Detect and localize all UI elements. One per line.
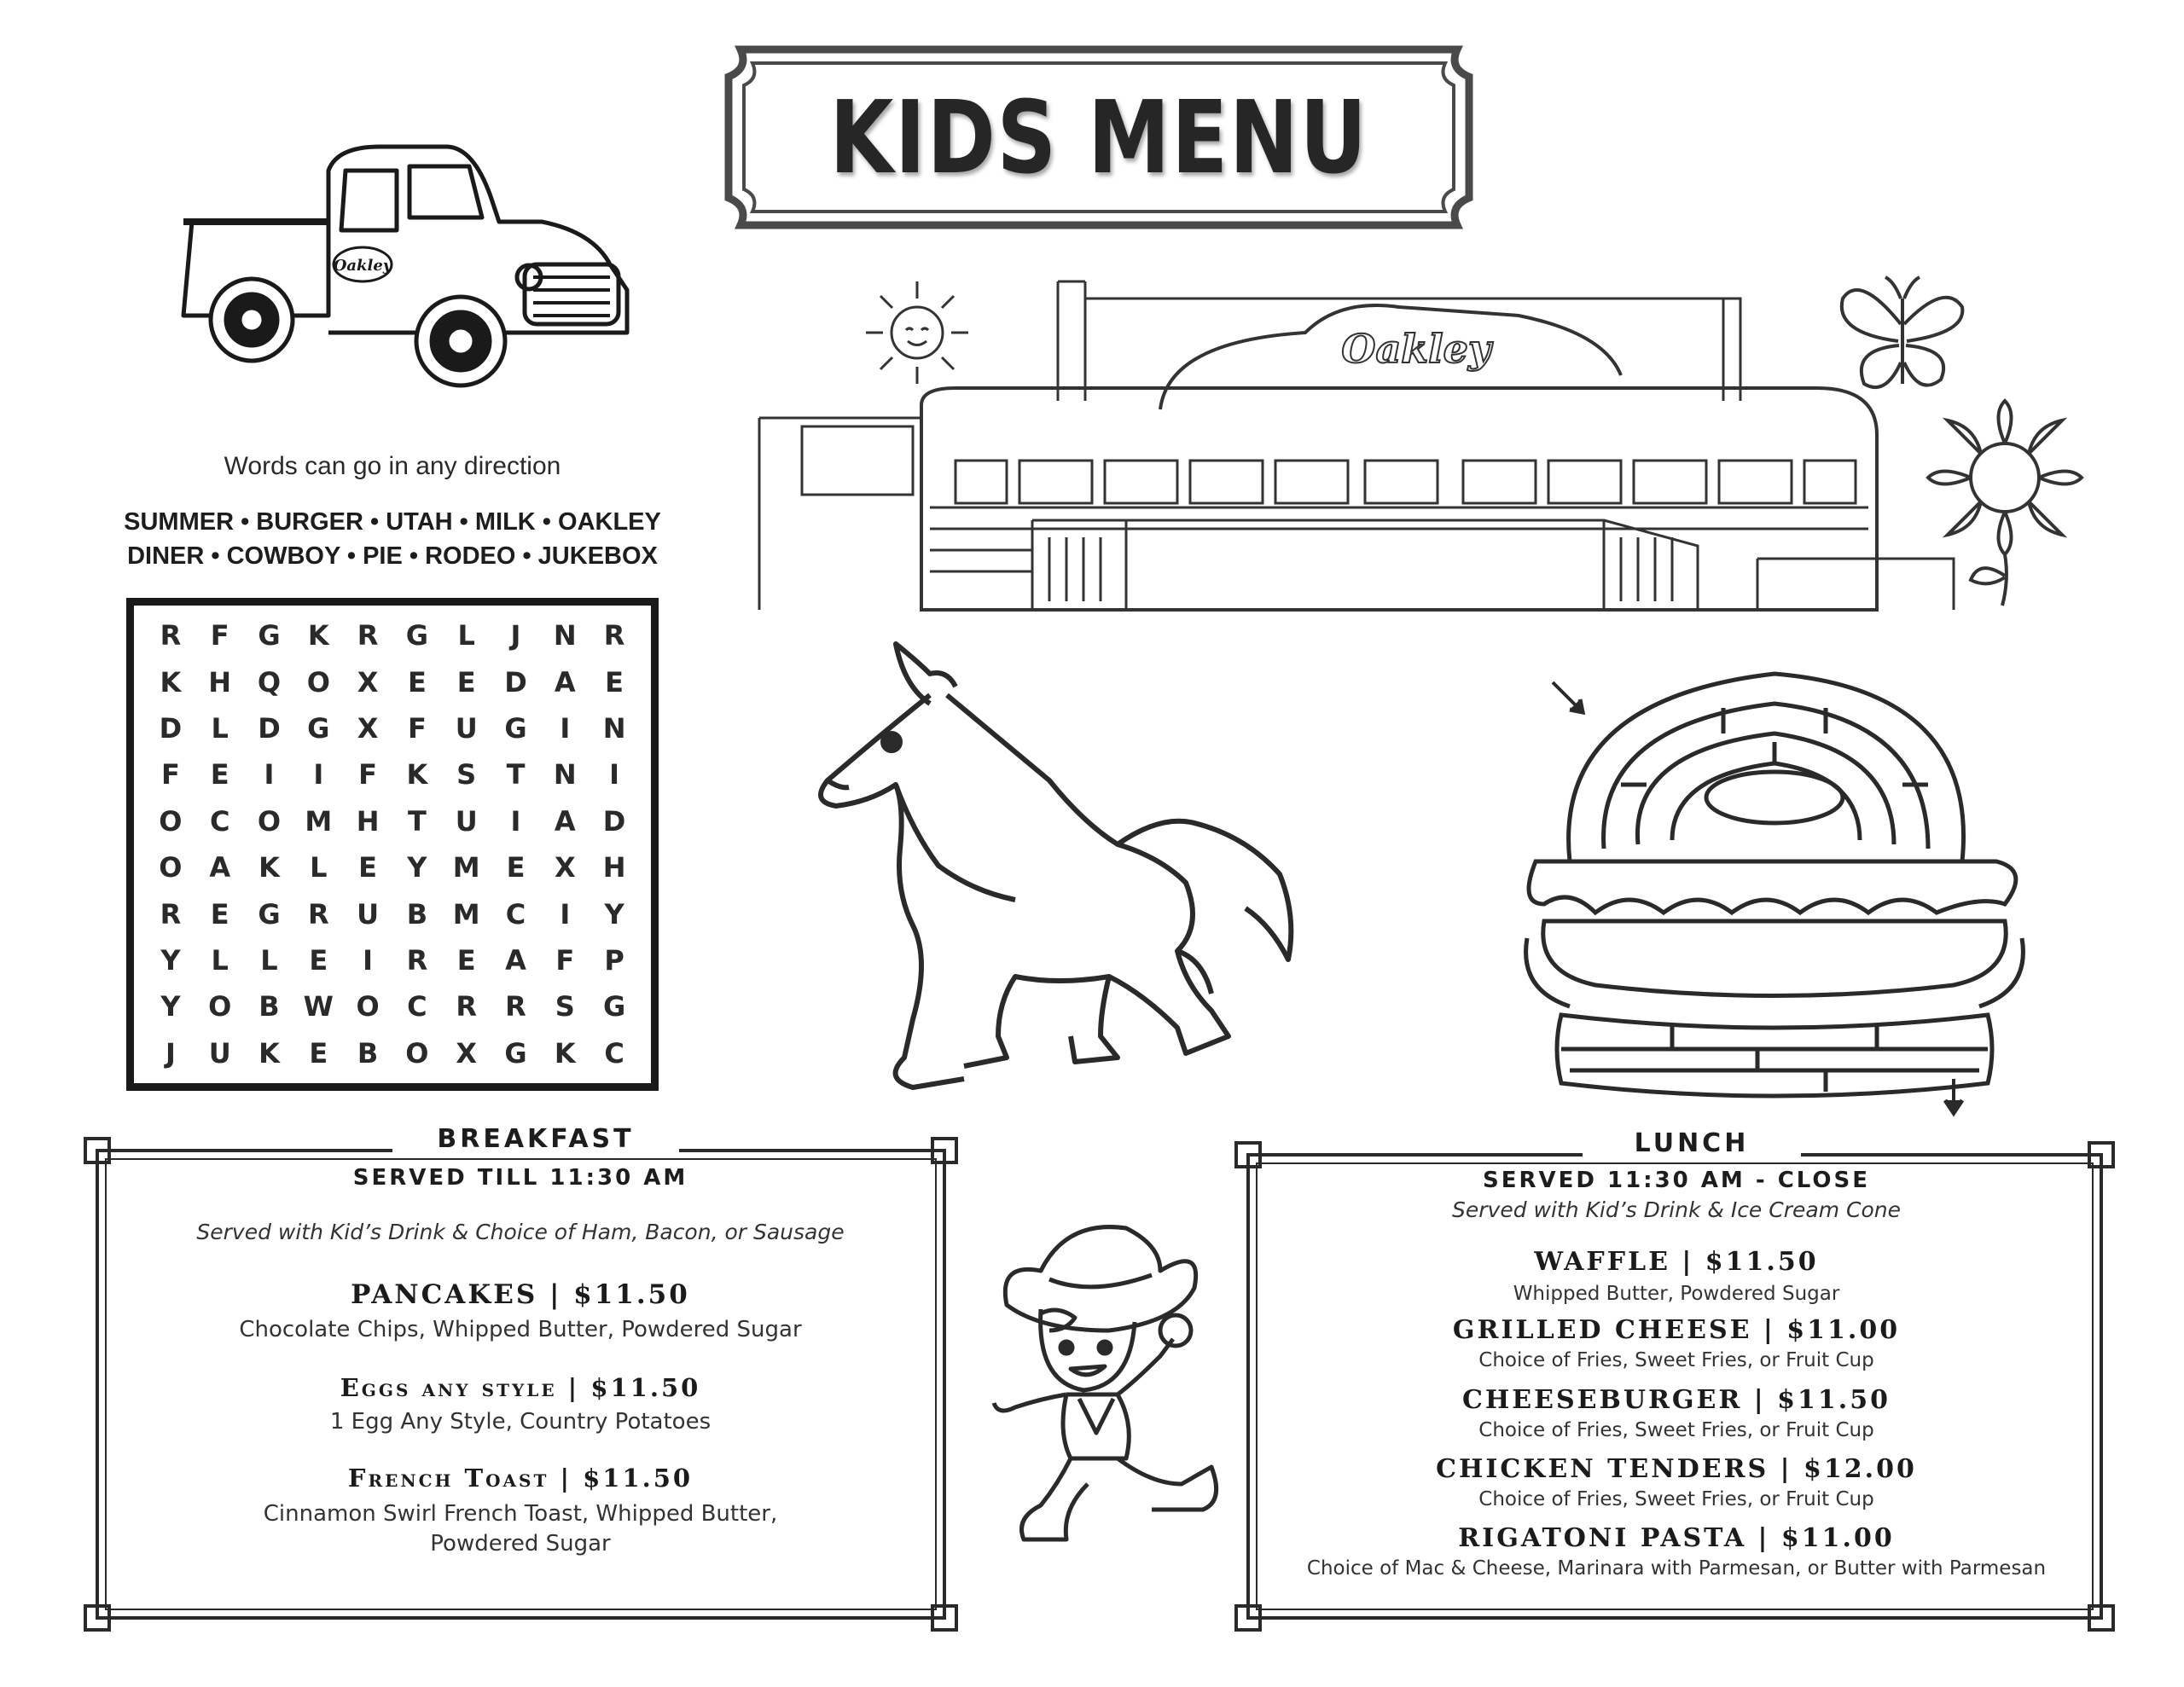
breakfast-note: Served with Kid’s Drink & Choice of Ham, Bacon, or Sausage <box>196 1220 845 1244</box>
word-search-letter: S <box>555 990 575 1023</box>
lunch-item-desc: Choice of Fries, Sweet Fries, or Fruit Cup <box>1478 1488 1874 1510</box>
truck-icon <box>166 136 644 392</box>
word-search-letter: G <box>504 711 527 745</box>
breakfast-item-name: French Toast | $11.50 <box>347 1464 694 1493</box>
lunch-item-desc: Choice of Fries, Sweet Fries, or Fruit Cup <box>1478 1419 1874 1441</box>
word-search-letter: D <box>602 804 626 838</box>
word-search-letter: S <box>456 758 477 791</box>
word-search-letter: R <box>603 619 625 652</box>
breakfast-item-desc: Cinnamon Swirl French Toast, Whipped Butter, <box>263 1501 778 1527</box>
word-search-letter: M <box>452 897 480 930</box>
word-search-letter: E <box>309 943 328 977</box>
word-search-letter: O <box>356 990 380 1023</box>
word-search-letter: K <box>160 665 182 699</box>
word-search-letter: N <box>553 758 577 791</box>
word-search-letter: D <box>504 665 527 699</box>
word-search-letter: X <box>456 1036 478 1070</box>
word-search-letter: F <box>407 711 427 745</box>
breakfast-item-name: PANCAKES | $11.50 <box>351 1279 690 1310</box>
word-search-letter: R <box>160 897 182 930</box>
word-search-letter: E <box>407 665 427 699</box>
word-search-letter: K <box>258 1036 280 1070</box>
word-search-letter: Y <box>160 990 181 1023</box>
word-list-line: DINER • COWBOY • PIE • RODEO • JUKEBOX <box>127 542 658 570</box>
word-search-letter: K <box>554 1036 576 1070</box>
word-search-letter: E <box>456 943 476 977</box>
word-search-letter: R <box>505 990 526 1023</box>
breakfast-heading: BREAKFAST <box>392 1124 679 1154</box>
word-search-letter: I <box>609 758 620 791</box>
word-search-letter: M <box>305 804 333 838</box>
word-search-letter: I <box>510 804 521 838</box>
word-search-letter: D <box>258 711 281 745</box>
word-search-letter: R <box>406 943 428 977</box>
page-title: KIDS MENU <box>829 78 1368 196</box>
word-search-letter: F <box>160 758 180 791</box>
word-search-letter: G <box>602 990 626 1023</box>
lunch-item-name: WAFFLE | $11.50 <box>1534 1247 1819 1277</box>
word-search-letter: H <box>602 851 626 884</box>
word-search-letter: E <box>605 665 624 699</box>
word-search-letter: E <box>358 851 378 884</box>
word-search-letter: L <box>211 943 229 977</box>
word-search-letter: X <box>554 851 576 884</box>
word-search-letter: O <box>208 990 232 1023</box>
word-search-letter: P <box>604 943 624 977</box>
lunch-item-name: CHICKEN TENDERS | $12.00 <box>1436 1454 1917 1484</box>
word-search-letter: L <box>310 851 328 884</box>
word-search-letter: E <box>309 1036 328 1070</box>
word-search-letter: U <box>208 1036 231 1070</box>
diner-sign: Oakley <box>1341 326 1491 372</box>
word-search-letter: U <box>455 804 478 838</box>
word-search-letter: G <box>258 897 281 930</box>
word-search-letter: M <box>452 851 480 884</box>
word-search-letter: O <box>159 804 183 838</box>
word-search-letter: L <box>211 711 229 745</box>
word-search-letter: B <box>406 897 428 930</box>
word-search-letter: A <box>209 851 231 884</box>
word-search-letter: R <box>160 619 182 652</box>
word-search-letter: A <box>554 665 576 699</box>
lunch-served-time: SERVED 11:30 AM - CLOSE <box>1482 1168 1871 1193</box>
word-search-letter: Y <box>407 851 427 884</box>
word-search-letter: L <box>457 619 475 652</box>
word-search-letter: G <box>258 619 281 652</box>
breakfast-item-desc: Chocolate Chips, Whipped Butter, Powdered Sugar <box>239 1317 802 1342</box>
lunch-heading: LUNCH <box>1583 1128 1801 1158</box>
word-search-letter: I <box>363 943 374 977</box>
word-search-letter: A <box>554 804 576 838</box>
word-search-letter: B <box>357 1036 379 1070</box>
lunch-item-desc: Whipped Butter, Powdered Sugar <box>1513 1283 1840 1305</box>
word-search-letter: K <box>258 851 280 884</box>
horse-icon <box>802 635 1348 1122</box>
lunch-item-name: RIGATONI PASTA | $11.00 <box>1458 1523 1895 1553</box>
word-search-letter: X <box>357 665 379 699</box>
burger-maze-icon <box>1502 648 2048 1126</box>
sunflower-icon <box>1924 397 2086 610</box>
word-search-word-list <box>102 505 682 573</box>
word-search-letter: E <box>210 897 229 930</box>
word-search-letter: H <box>356 804 380 838</box>
word-search-letter: U <box>455 711 478 745</box>
word-search-letter: N <box>602 711 626 745</box>
word-search-letter: Y <box>604 897 624 930</box>
word-search-letter: G <box>307 711 330 745</box>
word-search-instructions: Words can go in any direction <box>224 452 561 480</box>
word-search-letter: E <box>456 665 476 699</box>
word-search-letter: F <box>358 758 378 791</box>
word-search-letter: D <box>159 711 183 745</box>
word-search-letter: N <box>553 619 577 652</box>
lunch-note: Served with Kid’s Drink & Ice Cream Cone <box>1452 1197 1901 1222</box>
word-search-letter: X <box>357 711 379 745</box>
word-search-letter: C <box>604 1036 624 1070</box>
breakfast-served-time: SERVED TILL 11:30 AM <box>352 1165 688 1191</box>
word-search-letter: J <box>510 619 521 652</box>
word-search-letter: O <box>257 804 282 838</box>
lunch-item-desc: Choice of Fries, Sweet Fries, or Fruit Cup <box>1478 1349 1874 1371</box>
word-search-letter: C <box>209 804 230 838</box>
word-search-letter: O <box>405 1036 429 1070</box>
word-search-letter: K <box>307 619 329 652</box>
word-search-letter: F <box>555 943 575 977</box>
word-search-letter: Q <box>257 665 282 699</box>
lunch-item-name: GRILLED CHEESE | $11.00 <box>1452 1315 1901 1345</box>
word-search-letter: I <box>560 711 571 745</box>
word-search-letter: T <box>506 758 526 791</box>
butterfly-icon <box>1834 273 1971 401</box>
word-search-letter: Y <box>160 943 181 977</box>
word-search-letter: F <box>210 619 229 652</box>
word-search-letter: E <box>506 851 526 884</box>
word-search-letter: R <box>357 619 379 652</box>
word-search-letter: R <box>307 897 329 930</box>
word-search-letter: O <box>159 851 183 884</box>
lunch-item-desc: Choice of Mac & Cheese, Marinara with Parmesan, or Butter with Parmesan <box>1306 1557 2047 1580</box>
word-search-letter: O <box>306 665 330 699</box>
breakfast-item-desc: Powdered Sugar <box>430 1531 611 1557</box>
word-search-letter: K <box>406 758 428 791</box>
word-search-letter: A <box>505 943 526 977</box>
word-search-letter: W <box>303 990 334 1023</box>
word-search-letter: E <box>210 758 229 791</box>
breakfast-item-name: Eggs any style | $11.50 <box>340 1373 701 1402</box>
breakfast-item-desc: 1 Egg Any Style, Country Potatoes <box>329 1409 712 1435</box>
lunch-item-name: CHEESEBURGER | $11.50 <box>1462 1385 1891 1415</box>
word-search-letter: H <box>208 665 232 699</box>
word-search-letter: J <box>165 1036 176 1070</box>
truck-logo: Oakley <box>333 257 392 275</box>
word-search-grid <box>126 598 659 1091</box>
word-search-letter: L <box>260 943 278 977</box>
sun-icon <box>862 277 973 388</box>
word-search-letter: R <box>456 990 478 1023</box>
word-search-letter: C <box>407 990 427 1023</box>
word-list-line: SUMMER • BURGER • UTAH • MILK • OAKLEY <box>124 508 661 536</box>
word-search-letter: I <box>313 758 324 791</box>
word-search-letter: B <box>258 990 280 1023</box>
word-search-letter: G <box>504 1036 527 1070</box>
word-search-letter: C <box>505 897 526 930</box>
word-search-letter: G <box>405 619 429 652</box>
word-search-letter: I <box>560 897 571 930</box>
word-search-letter: T <box>407 804 427 838</box>
cowboy-icon <box>990 1211 1237 1552</box>
word-search-letter: I <box>264 758 275 791</box>
word-search-letter: U <box>357 897 380 930</box>
